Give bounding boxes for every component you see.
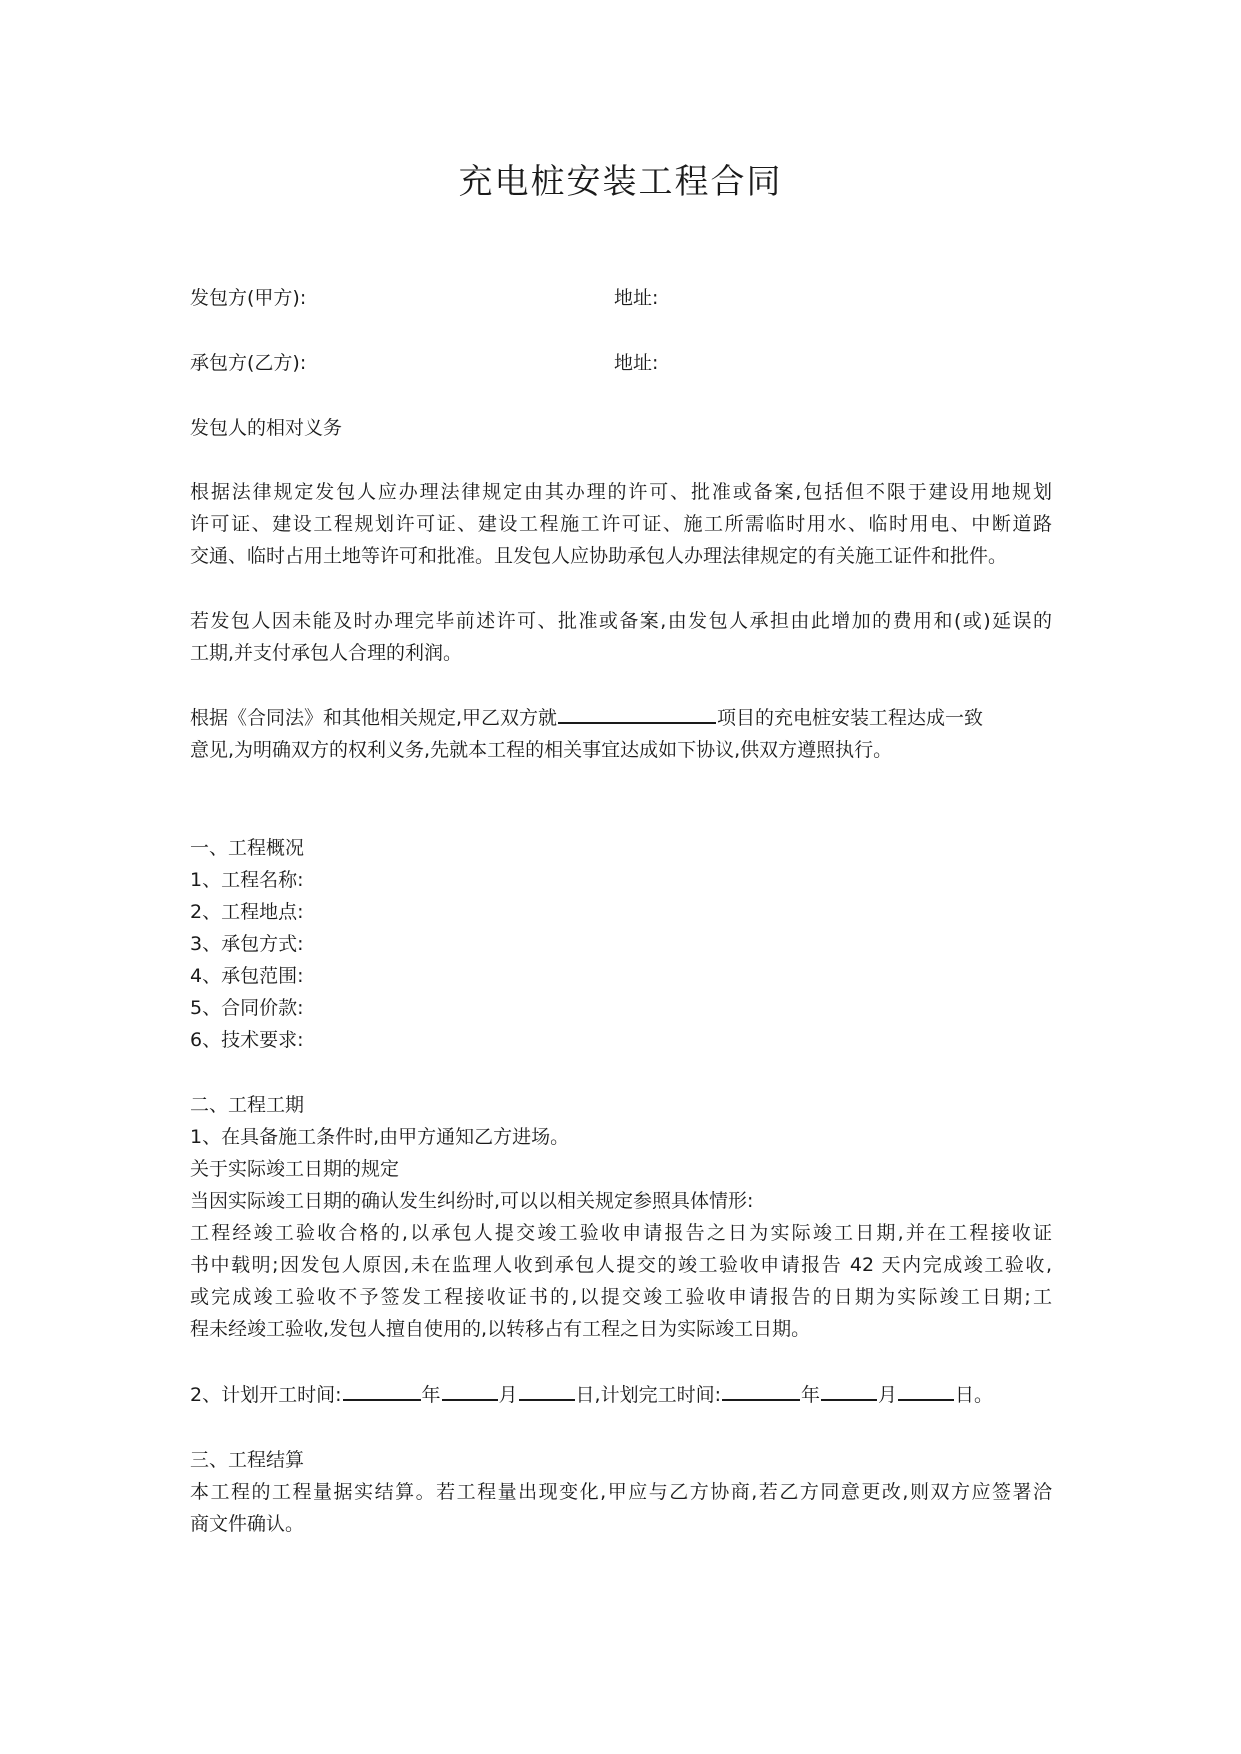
start-time-label: 2、计划开工时间: [190,1384,342,1406]
party-a-address-label: 地址: [614,287,659,309]
section-1-item: 2、工程地点: [190,901,304,923]
project-name-blank [558,702,716,724]
schedule-line [190,1379,993,1411]
month-label: 月 [498,1384,518,1406]
section-1-item: 1、工程名称: [190,869,304,891]
section-1-item: 3、承包方式: [190,933,304,955]
obligations-heading: 发包人的相对义务 [190,417,343,439]
party-b-label: 承包方(乙方): [190,352,307,374]
text-line: 根据法律规定发包人应办理法律规定由其办理的许可、批准或备案,包括但不限于建设用地规划 [190,481,1052,503]
text-line: 交通、临时占用土地等许可和批准。且发包人应协助承包人办理法律规定的有关施工证件和批件。 [190,545,1008,567]
agreement-text-after: 项目的充电桩安装工程达成一致 [717,707,984,729]
day-label: 日, [575,1384,601,1406]
section-1-heading: 一、工程概况 [190,837,305,859]
end-time-label: 计划完工时间: [600,1384,721,1406]
agreement-line-1 [190,702,983,734]
start-year-blank [343,1379,421,1401]
obligations-paragraph-2 [190,605,1052,669]
day-label: 日。 [955,1384,994,1406]
section-1-item: 6、技术要求: [190,1029,304,1051]
end-year-blank [722,1379,800,1401]
text-line: 本工程的工程量据实结算。若工程量出现变化,甲应与乙方协商,若乙方同意更改,则双方应签署洽 [190,1481,1052,1503]
section-2-item-1: 1、在具备施工条件时,由甲方通知乙方进场。 [190,1126,570,1148]
start-month-blank [442,1379,498,1401]
start-day-blank [519,1379,575,1401]
section-2-heading: 二、工程工期 [190,1094,305,1116]
text-line: 许可证、建设工程规划许可证、建设工程施工许可证、施工所需临时用水、临时用电、中断道路 [190,513,1052,535]
party-a-label: 发包方(甲方): [190,287,307,309]
completion-rule-heading: 关于实际竣工日期的规定 [190,1158,400,1180]
section-3-heading: 三、工程结算 [190,1449,305,1471]
section-3-paragraph [190,1476,1052,1540]
text-line: 书中载明;因发包人原因,未在监理人收到承包人提交的竣工验收申请报告 42 天内完成竣工验收, [190,1254,1052,1276]
agreement-text-before: 根据《合同法》和其他相关规定,甲乙双方就 [190,707,558,729]
document-title: 充电桩安装工程合同 [458,162,783,202]
end-day-blank [898,1379,954,1401]
end-month-blank [821,1379,877,1401]
text-line: 或完成竣工验收不予签发工程接收证书的,以提交竣工验收申请报告的日期为实际竣工日期;工 [190,1286,1052,1308]
text-line: 商文件确认。 [190,1513,305,1535]
text-line: 若发包人因未能及时办理完毕前述许可、批准或备案,由发包人承担由此增加的费用和(或)延误的 [190,610,1052,632]
section-1-item: 5、合同价款: [190,997,304,1019]
year-label: 年 [421,1384,441,1406]
obligations-paragraph-1 [190,476,1052,572]
text-line: 工程经竣工验收合格的,以承包人提交竣工验收申请报告之日为实际竣工日期,并在工程接收证 [190,1222,1052,1244]
year-label: 年 [800,1384,820,1406]
month-label: 月 [878,1384,898,1406]
section-1-item: 4、承包范围: [190,965,304,987]
completion-rule-paragraph [190,1217,1052,1345]
text-line: 工期,并支付承包人合理的利润。 [190,642,463,664]
text-line: 程未经竣工验收,发包人擅自使用的,以转移占有工程之日为实际竣工日期。 [190,1318,811,1340]
completion-rule-intro: 当因实际竣工日期的确认发生纠纷时,可以以相关规定参照具体情形: [190,1190,754,1212]
agreement-line-2: 意见,为明确双方的权利义务,先就本工程的相关事宜达成如下协议,供双方遵照执行。 [190,739,893,761]
party-b-address-label: 地址: [614,352,659,374]
